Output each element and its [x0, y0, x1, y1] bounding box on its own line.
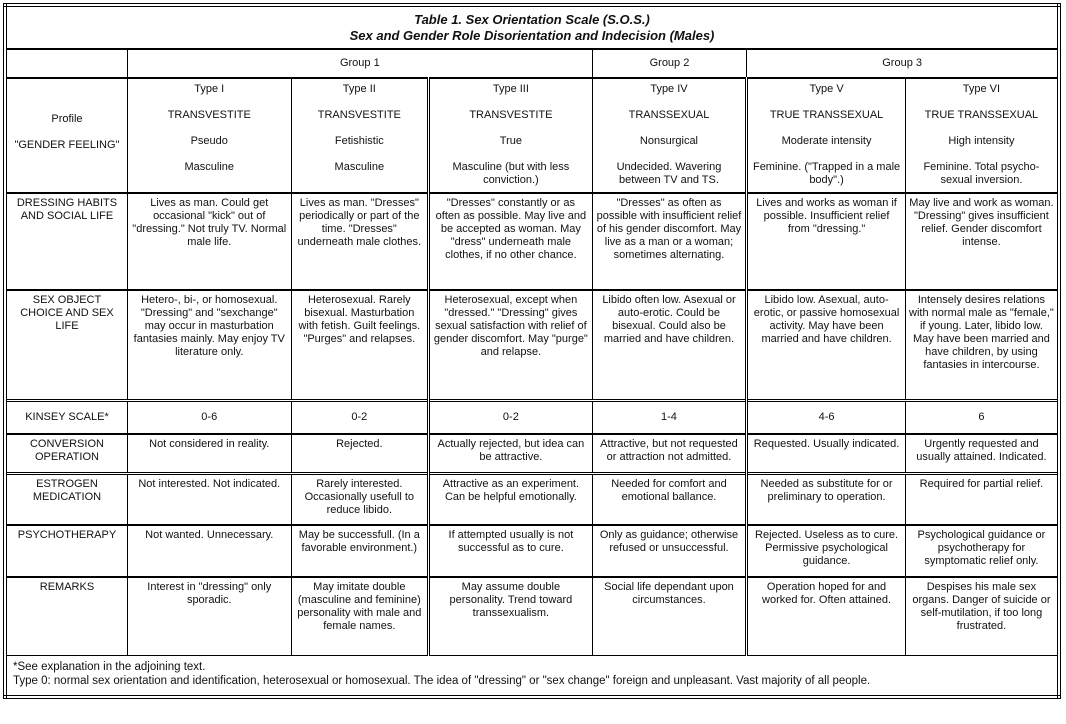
type-subtype: Fetishistic — [334, 135, 384, 147]
cell: "Dresses" as often as possible with insufficient relief of his gender discomfort. May live as a man or a woman; sometimes alternating. — [592, 193, 747, 290]
table-title — [5, 5, 1059, 49]
estrogen-row — [5, 473, 1059, 525]
type-subtype: True — [499, 135, 522, 147]
cell: Social life dependant upon circumstances. — [592, 577, 747, 655]
cell: Not wanted. Unnecessary. — [127, 525, 291, 577]
psychotherapy-row — [5, 525, 1059, 577]
cell: Rejected. — [291, 434, 429, 473]
type-subtype: Pseudo — [190, 135, 228, 147]
cell: Hetero-, bi-, or homosexual. "Dressing" and "sexchange" may occur in masturbation fantasies mainly. May enjoy TV literature only. — [127, 290, 291, 400]
cell: Requested. Usually indicated. — [747, 434, 906, 473]
cell: Lives as man. "Dresses" periodically or part of the time. "Dresses" underneath male clothes. — [291, 193, 429, 290]
type-name: TRANSVESTITE — [167, 109, 251, 121]
cell: Urgently requested and usually attained. Indicated. — [905, 434, 1059, 473]
gender-feeling-label: "GENDER FEELING" — [14, 139, 120, 151]
type-subtype: Moderate intensity — [781, 135, 872, 147]
dressing-row — [5, 193, 1059, 290]
cell: Intensely desires relations with normal male as "female," if young. Later, libido low. May have been married and have children, by using fantasies in intercourse. — [905, 290, 1059, 400]
type-feeling: Masculine (but with less conviction.) — [452, 161, 570, 186]
type-name: TRUE TRANSSEXUAL — [924, 109, 1039, 121]
row-header-dressing: DRESSING HABITS AND SOCIAL LIFE — [5, 193, 127, 290]
cell: Interest in "dressing" only sporadic. — [127, 577, 291, 655]
row-header-remarks: REMARKS — [5, 577, 127, 655]
title-line-1: Table 1. Sex Orientation Scale (S.O.S.) — [414, 11, 650, 27]
cell: Actually rejected, but idea can be attractive. — [429, 434, 593, 473]
cell: Psychological guidance or psychotherapy for symptomatic relief only. — [905, 525, 1059, 577]
row-header-estrogen: ESTROGEN MEDICATION — [5, 473, 127, 525]
cell: Not considered in reality. — [127, 434, 291, 473]
cell: 4-6 — [747, 400, 906, 434]
corner-cell — [5, 49, 127, 78]
type-label: Type VI — [962, 83, 1001, 95]
footnote-line-2: Type 0: normal sex orientation and identification, heterosexual or homosexual. The idea of "dressing" or "sex change" foreign and unpleasant. Vast majority of all people. — [13, 674, 871, 687]
row-header-profile — [5, 78, 127, 193]
cell: 0-6 — [127, 400, 291, 434]
cell: Rejected. Useless as to cure. Permissive psychological guidance. — [747, 525, 906, 577]
type-subtype: Nonsurgical — [639, 135, 699, 147]
profile-label: Profile — [51, 113, 83, 125]
cell: Needed for comfort and emotional ballance. — [592, 473, 747, 525]
cell: Only as guidance; otherwise refused or unsuccessful. — [592, 525, 747, 577]
type-label: Type IV — [650, 83, 688, 95]
type-label: Type III — [492, 83, 529, 95]
type-6-profile — [905, 78, 1059, 193]
cell: Despises his male sex organs. Danger of suicide or self-mutilation, if too long frustrated. — [905, 577, 1059, 655]
sos-table — [3, 3, 1061, 699]
cell: Libido low. Asexual, auto-erotic, or passive homosexual activity. May have been married and have children. — [747, 290, 906, 400]
footnote-cell — [5, 655, 1059, 697]
remarks-row — [5, 577, 1059, 655]
kinsey-row — [5, 400, 1059, 434]
cell: 0-2 — [291, 400, 429, 434]
cell: Required for partial relief. — [905, 473, 1059, 525]
cell: May assume double personality. Trend toward transsexualism. — [429, 577, 593, 655]
cell: 6 — [905, 400, 1059, 434]
type-2-profile — [291, 78, 429, 193]
row-header-sex-object: SEX OBJECT CHOICE AND SEX LIFE — [5, 290, 127, 400]
cell: 1-4 — [592, 400, 747, 434]
type-3-profile — [429, 78, 593, 193]
type-label: Type II — [342, 83, 376, 95]
type-label: Type I — [194, 83, 225, 95]
row-header-psychotherapy: PSYCHOTHERAPY — [5, 525, 127, 577]
group-1-header: Group 1 — [127, 49, 592, 78]
cell: Lives and works as woman if possible. Insufficient relief from "dressing." — [747, 193, 906, 290]
type-feeling: Masculine — [334, 161, 385, 173]
cell: May be successfull. (In a favorable environment.) — [291, 525, 429, 577]
cell: Not interested. Not indicated. — [127, 473, 291, 525]
conversion-row — [5, 434, 1059, 473]
row-header-conversion: CONVERSION OPERATION — [5, 434, 127, 473]
cell: Needed as substitute for or preliminary to operation. — [747, 473, 906, 525]
profile-row — [5, 78, 1059, 193]
cell: Lives as man. Could get occasional "kick" out of "dressing." Not truly TV. Normal male life. — [127, 193, 291, 290]
title-row — [5, 5, 1059, 49]
cell: Operation hoped for and worked for. Often attained. — [747, 577, 906, 655]
footnote-line-1: *See explanation in the adjoining text. — [13, 660, 206, 673]
cell: Attractive as an experiment. Can be helpful emotionally. — [429, 473, 593, 525]
row-header-kinsey: KINSEY SCALE* — [5, 400, 127, 434]
cell: If attempted usually is not successful as to cure. — [429, 525, 593, 577]
cell: May live and work as woman. "Dressing" gives insufficient relief. Gender discomfort intense. — [905, 193, 1059, 290]
sex-object-row — [5, 290, 1059, 400]
type-feeling: Feminine. ("Trapped in a male body".) — [752, 161, 901, 186]
type-name: TRANSSEXUAL — [628, 109, 710, 121]
group-header-row — [5, 49, 1059, 78]
type-4-profile — [592, 78, 747, 193]
type-name: TRANSVESTITE — [469, 109, 553, 121]
type-name: TRUE TRANSSEXUAL — [769, 109, 884, 121]
cell: Rarely interested. Occasionally usefull to reduce libido. — [291, 473, 429, 525]
cell: Libido often low. Asexual or auto-erotic. Could be bisexual. Could also be married and have children. — [592, 290, 747, 400]
group-3-header: Group 3 — [747, 49, 1059, 78]
cell: Heterosexual, except when "dressed." "Dressing" gives sexual satisfaction with relief of gender discomfort. May "purge" and relapse. — [429, 290, 593, 400]
type-label: Type V — [809, 83, 844, 95]
cell: 0-2 — [429, 400, 593, 434]
cell: May imitate double (masculine and feminine) personality with male and female names. — [291, 577, 429, 655]
type-subtype: High intensity — [948, 135, 1015, 147]
type-feeling: Feminine. Total psycho-sexual inversion. — [923, 161, 1040, 186]
type-1-profile — [127, 78, 291, 193]
title-line-2: Sex and Gender Role Disorientation and Indecision (Males) — [349, 27, 715, 43]
type-5-profile — [747, 78, 906, 193]
type-feeling: Masculine — [184, 161, 235, 173]
type-feeling: Undecided. Wavering between TV and TS. — [616, 161, 722, 186]
type-name: TRANSVESTITE — [317, 109, 401, 121]
cell: "Dresses" constantly or as often as possible. May live and be accepted as woman. May "dress" underneath male clothes, if no other chance. — [429, 193, 593, 290]
group-2-header: Group 2 — [592, 49, 747, 78]
cell: Heterosexual. Rarely bisexual. Masturbation with fetish. Guilt feelings. "Purges" and relapses. — [291, 290, 429, 400]
footnote-row — [5, 655, 1059, 697]
cell: Attractive, but not requested or attraction not admitted. — [592, 434, 747, 473]
